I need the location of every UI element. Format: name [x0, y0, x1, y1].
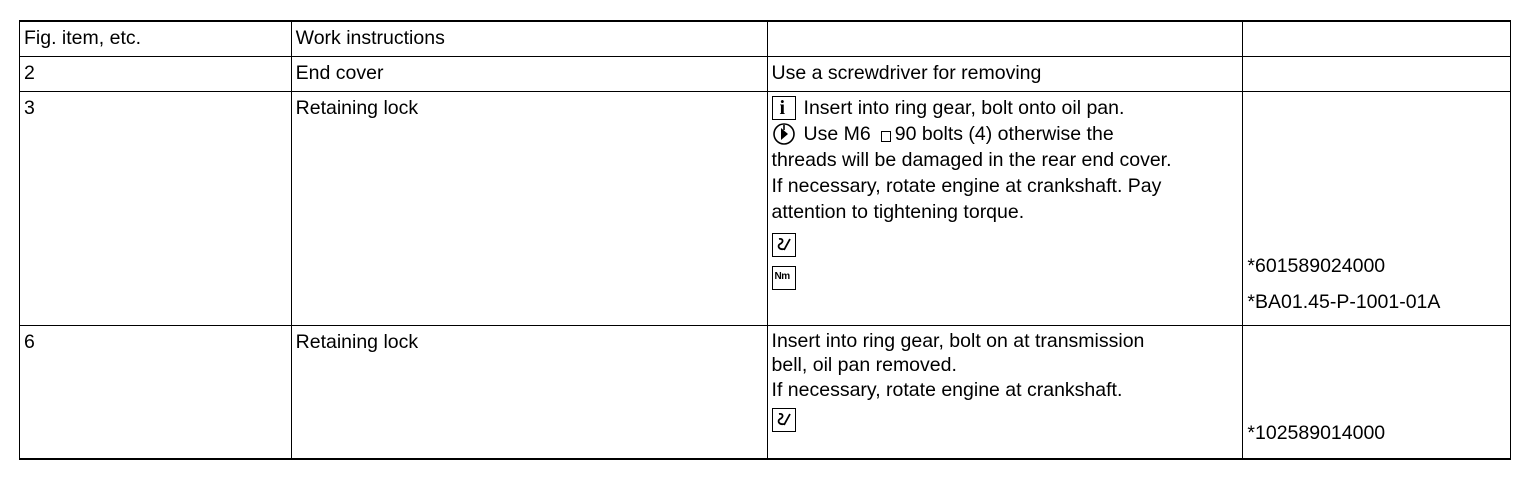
multiply-symbol [881, 131, 891, 142]
tool-ref[interactable]: *102589014000 [1247, 422, 1386, 444]
tool-line [772, 403, 1239, 437]
note-line: If necessary, rotate engine at crankshaft. Pay [771, 174, 1162, 197]
row-notes [767, 91, 1243, 325]
row-refs [1243, 91, 1511, 325]
note-line: attention to tightening torque. [771, 200, 1025, 223]
note-line: If necessary, rotate engine at crankshaft. [771, 378, 1123, 401]
torque-nm-icon: Nm [772, 266, 796, 290]
work-instructions-table [19, 20, 1511, 460]
torque-ref[interactable]: *BA01.45-P-1001-01A [1247, 290, 1441, 313]
note-line: bell, oil pan removed. [771, 353, 957, 376]
row-refs [1243, 56, 1511, 91]
row-item: 6 [20, 325, 292, 459]
torque-line [772, 261, 1239, 295]
special-tool-icon [772, 233, 796, 257]
note-text: 90 bolts (4) otherwise the [894, 122, 1114, 145]
row-item: 3 [20, 91, 292, 325]
note-text: Use M6 [803, 122, 871, 145]
header-refs [1243, 21, 1511, 56]
row-instruction: Retaining lock [291, 325, 767, 459]
header-notes [767, 21, 1243, 56]
row-instruction: Retaining lock [291, 91, 767, 325]
tool-line [772, 229, 1239, 261]
table-row [20, 56, 1511, 91]
note-line [772, 95, 1239, 121]
header-fig-item: Fig. item, etc. [20, 21, 292, 56]
row-item: 2 [20, 56, 292, 91]
info-icon: i [772, 96, 796, 120]
note-icon [772, 122, 796, 146]
note-line: threads will be damaged in the rear end cover. [771, 148, 1172, 171]
tool-ref[interactable]: *601589024000 [1247, 254, 1386, 277]
header-work-instructions: Work instructions [291, 21, 767, 56]
row-refs [1243, 325, 1511, 459]
row-notes [767, 56, 1243, 91]
row-notes [767, 325, 1243, 459]
note-line: Use a screwdriver for removing [771, 61, 1042, 84]
table-row [20, 325, 1511, 459]
note-line [772, 121, 1239, 147]
note-text: Insert into ring gear, bolt onto oil pan. [803, 96, 1125, 119]
table-header-row [20, 21, 1511, 56]
note-line: Insert into ring gear, bolt on at transmission [771, 329, 1145, 352]
special-tool-icon [772, 408, 796, 432]
row-instruction: End cover [291, 56, 767, 91]
table-row [20, 91, 1511, 325]
